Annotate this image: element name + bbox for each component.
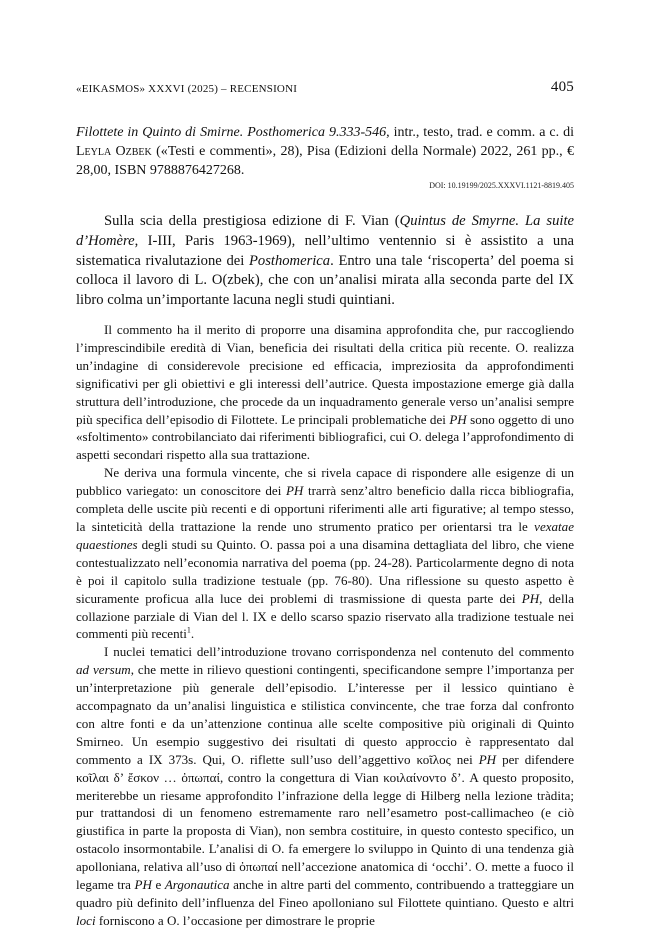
text: degli studi su Quinto. O. passa poi a una disamina dettagliata del libro, che viene contestualizzato nell’economia narrativa del poema (pp. 24-28). Particolarmente degno di nota è poi il capitolo sulla tradizione testuale (pp. 76-80). Una riflessione su questo aspetto è sicuramente proficua alla luce dei problemi di trasmissione di questa parte dei	[76, 536, 574, 606]
text: per difendere κοῖλαι δ’ ἔσκον … ὀπωπαί, contro la congettura di Vian κοιλαίνοντο δ’. A questo proposito, meriterebbe un riesame approfondito l’infrazione della legge di Hilberg nella lezione tràdita; pur trattandosi di un fenomeno estremamente raro nell’esametro post-callimacheo (e ciò giustifica in parte la proposta di Vian), non sembra costituire, in questo contesto specifico, un ostacolo insormontabile. L’analisi di O. fa emergere lo sviluppo in Quinto di una tendenza già apolloniana, relativa all’uso di ὀπωπαί nell’accezione anatomica di ‘occhi’. O. mette a fuoco il legame tra	[76, 751, 574, 893]
text: forniscono a O. l’occasione per dimostrare le proprie	[95, 912, 375, 928]
text: Sulla scia della prestigiosa edizione di F. Vian (	[104, 213, 400, 229]
text: e	[151, 877, 165, 893]
italic-abbrev: PH	[521, 590, 540, 606]
italic-abbrev: PH	[134, 877, 152, 893]
italic-title: Posthomerica	[249, 252, 331, 269]
italic-title: Quintus de Smyrne. La suite d’Homère	[76, 213, 574, 249]
bibliographic-entry	[76, 123, 574, 180]
text: . Entro una tale ‘riscoperta’ del poema si colloca il lavoro di L. O(zbek), che con un’analisi mirata alla seconda parte del IX libro colma un’importante lacuna negli studi quintiani.	[76, 252, 574, 309]
text: Ne deriva una formula vincente, che si rivela capace di rispondere alle esigenze di un pubblico variegato: un conoscitore dei	[76, 465, 574, 499]
running-head	[76, 79, 574, 99]
text: sono oggetto di uno «sfoltimento» controbilanciato dai riferimenti bibliografici, cui O. delega l’approfondimento di aspetti secondari rispetto alla sua trattazione.	[76, 411, 574, 463]
doi: DOI: 10.19199/2025.XXXVI.1121-8819.405	[429, 181, 574, 190]
italic-abbrev: PH	[285, 483, 304, 499]
text: trarrà senz’altro beneficio dalla ricca bibliografia, completa delle uscite più recenti e di opportuni riferimenti alle arti figurative; al tempo stesso, la sinteticità della trattazione la rende uno strumento pratico per orientarsi tra le	[76, 483, 574, 534]
text: .	[190, 626, 195, 642]
biblio-publication: («Testi e commenti», 28), Pisa (Edizioni della Normale) 2022, 261 pp., € 28,00, ISBN 9788876427268.	[76, 144, 574, 178]
paragraph-1	[76, 321, 574, 464]
italic-phrase: vexatae quaestiones	[76, 518, 574, 552]
book-title: Filottete in Quinto di Smirne. Posthomerica 9.333-546	[76, 125, 387, 140]
italic-title: Argonautica	[164, 877, 230, 893]
text: I nuclei tematici dell’introduzione trovano corrispondenza nel contenuto del commento	[104, 644, 574, 660]
book-author: Leyla Ozbek	[76, 144, 152, 159]
italic-phrase: loci	[76, 912, 96, 928]
paragraph-2	[76, 464, 574, 643]
paragraph-3	[76, 643, 574, 930]
lead-paragraph	[76, 212, 574, 311]
page-number: 405	[550, 79, 574, 95]
biblio-text: , intr., testo, trad. e comm. a c. di	[386, 125, 575, 140]
text: anche in altre parti del commento, contribuendo a tratteggiare un quadro più definito dell’influenza del Fineo apolloniano sul Filottete quintiano. Questo e altri	[76, 877, 574, 910]
italic-abbrev: PH	[478, 751, 497, 767]
text: , che mette in rilievo questioni contingenti, specificandone sempre l’importanza per un’interpretazione più generale dell’episodio. L’interesse per il lessico quintiano è accompagnato da un’analisi linguistica e stilistica convincente, che trae forza dal confronto con altre fonti e da un’attenzione continua alle scelte compositive più originali di Quinto Smirneo. Un esempio suggestivo dei risultati di questo approccio è rappresentato dal commento a IX 373s. Qui, O. riflette sull’uso dell’aggettivo κοῖλος nei	[76, 662, 574, 767]
text: Il commento ha il merito di proporre una disamina approfondita che, pur raccogliendo l’imprescindibile eredità di Vian, beneficia dei risultati della critica più recente. O. realizza un’indagine di considerevole precisione ed efficacia, impreziosita da approfondimenti significativi per gli obiettivi e gli interessi dell’autrice. Questa impostazione emerge già dalla struttura dell’introduzione, che procede da un inquadramento generale verso un’analisi sempre più specifica dell’episodio di Filottete. Le principali problematiche dei	[76, 322, 574, 427]
italic-phrase: ad versum	[76, 662, 131, 678]
footnote-marker[interactable]: 1	[186, 626, 191, 636]
review-body	[76, 321, 574, 930]
text: , I-III, Paris 1963-1969), nell’ultimo ventennio si è assistito a una sistematica rivalutazione dei	[76, 232, 574, 269]
text: , della collazione parziale di Vian del l. IX e dello scarso spazio riservato alla tradizione testuale nei commenti più recenti	[76, 590, 574, 642]
journal-header: «EIKASMOS» XXXVI (2025) – RECENSIONI	[76, 83, 298, 95]
italic-abbrev: PH	[449, 411, 467, 427]
